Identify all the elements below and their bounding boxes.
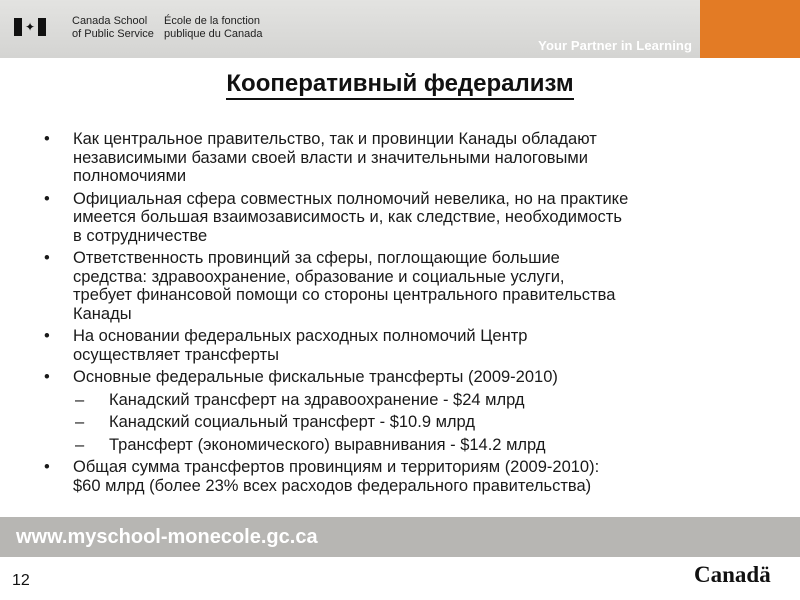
bullet-item: • Ответственность провинций за сферы, поглощающие большие средства: здравоохранение, образование и социальные услуги, требует финансовой помощи со стороны центрального правительства Канады [44,249,616,323]
slide-title: Кооперативный федерализм [0,70,800,98]
school-name-french: École de la fonction publique du Canada [164,15,263,40]
accent-box [700,0,800,58]
footer-url-bar [0,517,800,557]
bullet-item: • На основании федеральных расходных полномочий Центр осуществляет трансферты [44,327,528,364]
tagline: Your Partner in Learning [538,38,692,53]
slide-content [44,130,744,499]
bullet-item: • Официальная сфера совместных полномочий невелика, но на практике имеется большая взаимозависимость и, как следствие, необходимость в сотрудничестве [44,189,629,245]
maple-leaf-icon: ✦ [24,20,36,34]
canada-wordmark: Canadä [694,562,771,587]
bullet-item: • Как центральное правительство, так и провинции Канады обладают независимыми базами своей власти и значительными налоговыми полномочиями [44,130,597,185]
website-url[interactable]: www.myschool-monecole.gc.ca [16,526,318,548]
bullet-item: • Общая сумма трансфертов провинциям и территориям (2009-2010): $60 млрд (более 23% всех расходов федерального правительства) [44,458,600,495]
sub-bullet-item: – Трансферт (экономического) выравнивания - $14.2 млрд [75,435,546,454]
header-bar [0,0,800,58]
school-name-english: Canada School of Public Service [72,15,154,40]
sub-bullet-item: – Канадский трансферт на здравоохранение - $24 млрд [75,390,525,409]
canada-flag-icon [14,18,46,36]
page-number: 12 [12,572,30,589]
sub-bullet-item: – Канадский социальный трансферт - $10.9 млрд [75,413,475,431]
bullet-item: • Основные федеральные фискальные трансферты (2009-2010) [44,368,558,386]
